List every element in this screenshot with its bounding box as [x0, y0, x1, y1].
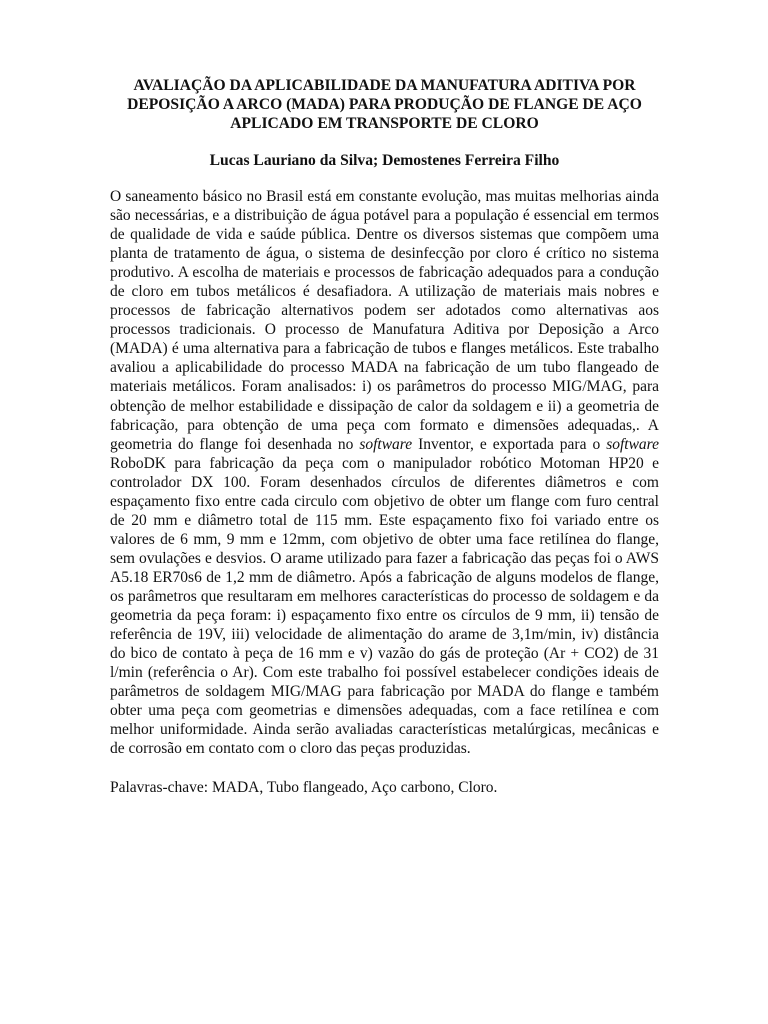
abstract-text-3: RoboDK para fabricação da peça com o manipulador robótico Motoman HP20 e controlador DX 100. Foram desenhados círculos de diferentes diâmetros e com espaçamento fixo entre cada circulo com objetivo de obter um flange com furo central de 20 mm e diâmetro total de 115 mm. Este espaçamento fixo foi variado entre os valores de 6 mm, 9 mm e 12mm, com objetivo de obter uma face retilínea do flange, sem ovulações e desvios. O arame utilizado para fazer a fabricação das peças foi o AWS A5.18 ER70s6 de 1,2 mm de diâmetro. Após a fabricação de alguns modelos de flange, os parâmetros que resultaram em melhores características do processo de soldagem e da geometria da peça foram: i) espaçamento fixo entre os círculos de 9 mm, ii) tensão de referência de 19V, iii) velocidade de alimentação do arame de 3,1m/min, iv) distância do bico de contato à peça de 16 mm e v) vazão do gás de proteção (Ar + CO2) de 31 l/min (referência o Ar). Com este trabalho foi possível estabelecer condições ideais de parâmetros de soldagem MIG/MAG para fabricação por MADA do flange e também obter uma peça com geometrias e dimensões adequadas, com a face retilínea e com melhor uniformidade. Ainda serão avaliadas características metalúrgicas, mecânicas e de corrosão em contato com o cloro das peças produzidas. [110, 454, 659, 758]
abstract-text-2: Inventor, e exportada para o [412, 435, 607, 453]
title-line-1: AVALIAÇÃO DA APLICABILIDADE DA MANUFATURA ADITIVA POR [133, 77, 636, 94]
abstract-text-1: O saneamento básico no Brasil está em constante evolução, mas muitas melhorias ainda são necessárias, e a distribuição de água potável para a população é essencial em termos de qualidade de vida e saúde pública. Dentre os diversos sistemas que compõem uma planta de tratamento de água, o sistema de desinfecção por cloro é crítico no sistema produtivo. A escolha de materiais e processos de fabricação adequados para a condução de cloro em tubos metálicos é desafiadora. A utilização de materiais mais nobres e processos de fabricação alternativos podem ser adotados como alternativas aos processos tradicionais. O processo de Manufatura Aditiva por Deposição a Arco (MADA) é uma alternativa para a fabricação de tubos e flanges metálicos. Este trabalho avaliou a aplicabilidade do processo MADA na fabricação de um tubo flangeado de materiais metálicos. Foram analisados: i) os parâmetros do processo MIG/MAG, para obtenção de melhor estabilidade e dissipação de calor da soldagem e ii) a geometria de fabricação, para obtenção de uma peça com formato e dimensões adequadas,. A geometria do flange foi desenhada no [110, 188, 659, 453]
document-page [110, 76, 659, 797]
abstract-paragraph [110, 187, 659, 758]
paper-title [110, 76, 659, 133]
title-line-2: DEPOSIÇÃO A ARCO (MADA) PARA PRODUÇÃO DE FLANGE DE AÇO [127, 96, 642, 113]
abstract-italic-software-1: software [359, 435, 413, 453]
title-line-3: APLICADO EM TRANSPORTE DE CLORO [230, 115, 539, 132]
author-list: Lucas Lauriano da Silva; Demostenes Ferreira Filho [209, 152, 560, 169]
abstract-italic-software-2: software [606, 435, 660, 453]
keywords-line: Palavras-chave: MADA, Tubo flangeado, Aço carbono, Cloro. [110, 779, 498, 797]
